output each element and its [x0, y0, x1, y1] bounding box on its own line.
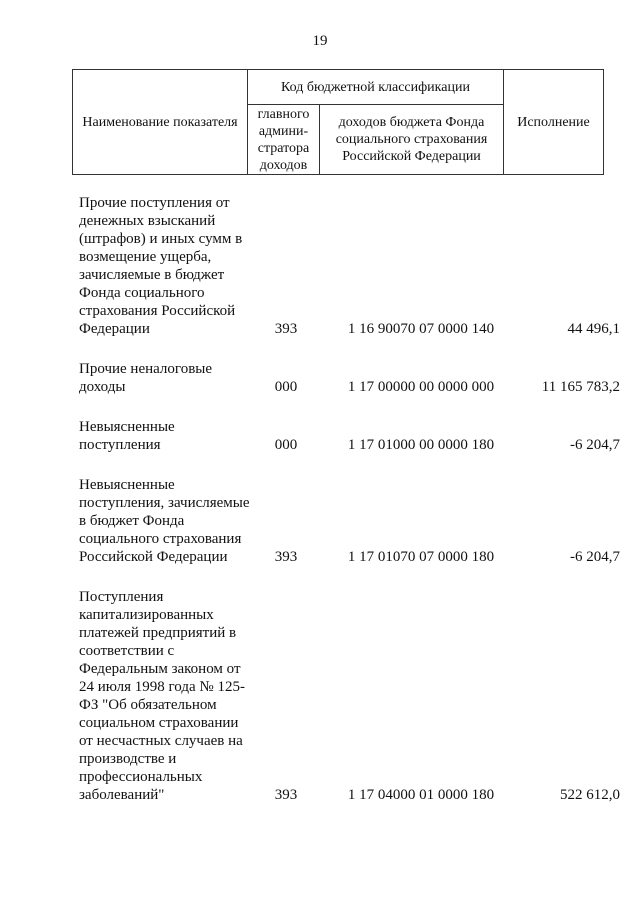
row-execution: 44 496,1: [567, 321, 620, 337]
row-admin-code: 393: [274, 321, 298, 337]
row-admin-code: 393: [274, 787, 298, 803]
row-name: Прочие неналоговые доходы: [79, 361, 213, 395]
row-name: Невыясненные поступления, зачисляемые в бюджет Фонда социального страхования Российской Федерации: [79, 477, 250, 565]
row-execution: -6 204,7: [570, 549, 620, 565]
table-row: [0, 360, 640, 396]
page-number: 19: [312, 33, 328, 49]
header-code-column: доходов бюджета Фонда социального страхования Российской Федерации: [320, 105, 504, 175]
header-kbk-group: Код бюджетной классификации: [248, 70, 504, 105]
row-admin-code: 393: [274, 549, 298, 565]
row-admin-code: 000: [274, 437, 298, 453]
row-name: Невыясненные поступления: [79, 419, 175, 453]
header-admin-column: главного админи-стратора доходов: [248, 105, 320, 175]
table-row: [0, 194, 640, 338]
header-execution-column: Исполнение: [504, 70, 604, 175]
row-name: Прочие поступления от денежных взысканий (штрафов) и иных сумм в возмещение ущерба, зачисляемые в бюджет Фонда социального страхования Российской Федерации: [79, 195, 243, 337]
row-admin-code: 000: [274, 379, 298, 395]
table-row: [0, 476, 640, 566]
row-budget-code: 1 17 00000 00 0000 000: [347, 379, 495, 395]
row-budget-code: 1 17 01000 00 0000 180: [347, 437, 495, 453]
table-header: [72, 69, 604, 175]
table-row: [0, 418, 640, 454]
row-execution: 11 165 783,2: [541, 379, 620, 395]
row-execution: -6 204,7: [570, 437, 620, 453]
table-row: [0, 588, 640, 804]
row-budget-code: 1 17 04000 01 0000 180: [347, 787, 495, 803]
row-budget-code: 1 16 90070 07 0000 140: [347, 321, 495, 337]
header-name-column: Наименование показателя: [73, 70, 248, 175]
row-budget-code: 1 17 01070 07 0000 180: [347, 549, 495, 565]
table-body: [0, 194, 640, 826]
row-name: Поступления капитализированных платежей предприятий в соответствии с Федеральным законом от 24 июля 1998 года № 125-ФЗ "Об обязательном социальном страховании от несчастных случаев на производстве и профессиональных заболеваний": [79, 589, 245, 803]
row-execution: 522 612,0: [560, 787, 620, 803]
